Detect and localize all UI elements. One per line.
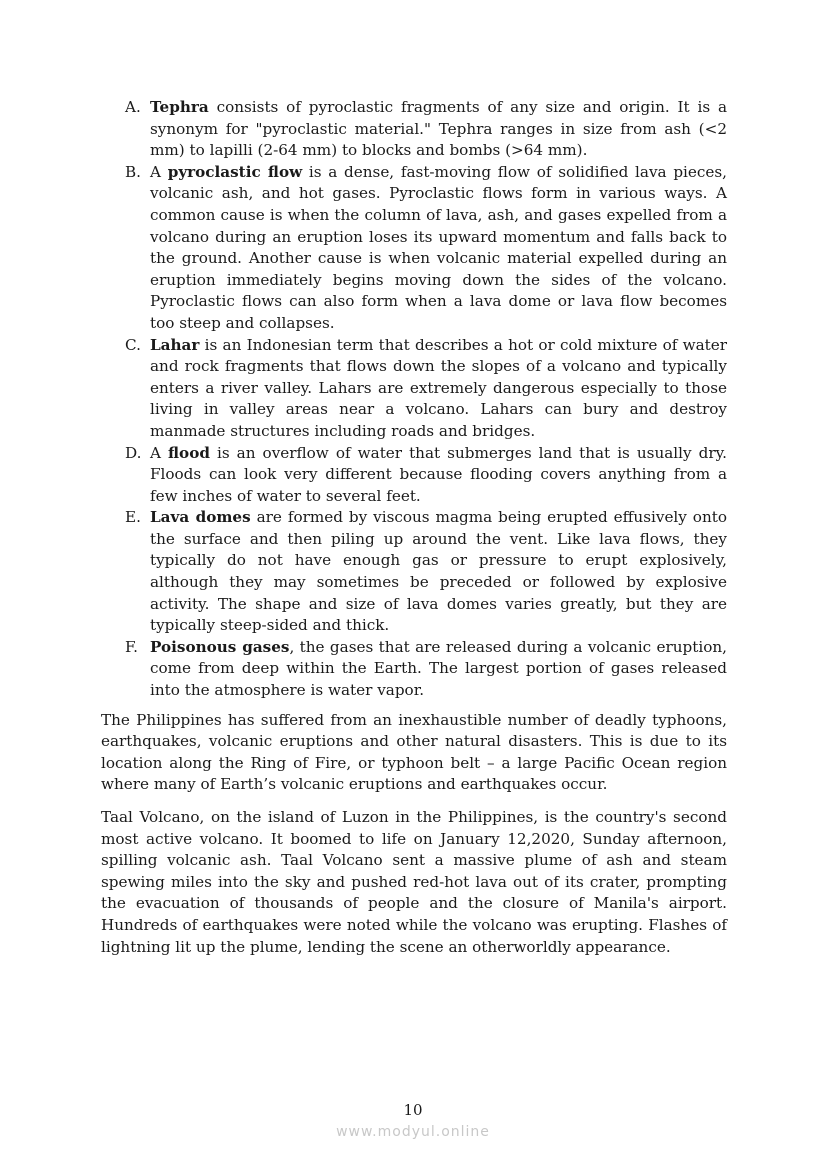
term-poisonous-gases: Poisonous gases [150,637,290,656]
term-flood: flood [168,443,210,462]
list-letter: B. [125,162,141,181]
paragraph-philippines-disasters: The Philippines has suffered from an inexhaustible number of deadly typhoons, earthquakes, volcanic eruptions and other natural disasters. This is due to its location along the Ring of Fire, or typhoon belt – a large Pacific Ocean region where many of Earth’s volcanic eruptions and earthquakes occur. [101,710,727,794]
list-letter: E. [125,508,141,527]
list-item: B. A pyroclastic flow is a dense, fast-moving flow of solidified lava pieces, volcanic ash, and hot gases. Pyroclastic flows form in various ways. A common cause is when the column of lava, ash, and gases expelled from a volcano during an eruption loses its upward momentum and falls back to the ground. Another cause is when volcanic material expelled during an eruption immediately begins moving down the sides of the volcano. Pyroclastic flows can also form when a lava dome or lava flow becomes too steep and collapses. [125,162,727,332]
term-lahar: Lahar [150,335,200,354]
term-definition: is an overflow of water that submerges land that is usually dry. Floods can look very different because flooding covers anything from a few inches of water to several feet. [150,443,728,505]
term-definition: consists of pyroclastic fragments of any size and origin. It is a synonym for "pyroclastic material." Tephra ranges in size from ash (<2 mm) to lapilli (2-64 mm) to blocks and bombs (>64 mm). [150,98,727,160]
page-number: 10 [403,1101,423,1119]
term-definition: are formed by viscous magma being erupted effusively onto the surface and then piling up around the vent. Like lava flows, they typically do not have enough gas or pressure to erupt explosively, although they may sometimes be preceded or followed by explosive activity. The shape and size of lava domes varies greatly, but they are typically steep-sided and thick. [150,508,727,635]
term-definition: is an Indonesian term that describes a hot or cold mixture of water and rock fragments that flows down the slopes of a volcano and typically enters a river valley. Lahars are extremely dangerous especially to those living in valley areas near a volcano. Lahars can bury and destroy manmade structures including roads and bridges. [150,335,727,440]
list-item [101,507,727,637]
paragraph-taal-volcano: Taal Volcano, on the island of Luzon in the Philippines, is the country's second most active volcano. It boomed to life on January 12,2020, Sunday afternoon, spilling volcanic ash. Taal Volcano sent a massive plume of ash and steam spewing miles into the sky and pushed red-hot lava out of its crater, prompting the evacuation of thousands of people and the closure of Manila's airport. Hundreds of earthquakes were noted while the volcano was erupting. Flashes of lightning lit up the plume, lending the scene an otherworldly appearance. [101,808,727,956]
list-item [101,335,727,443]
list-item: D. A flood is an overflow of water that submerges land that is usually dry. Floods can look very different because flooding covers anything from a few inches of water to several feet. [125,443,728,505]
list-letter: C. [125,335,141,354]
term-definition: , the gases that are released during a volcanic eruption, come from deep within the Earth. The largest portion of gases released into the atmosphere is water vapor. [150,637,727,700]
list-letter: A. [125,98,141,116]
list-item [101,97,727,162]
watermark: www.modyul.online [336,1124,490,1140]
term-tephra: Tephra [150,98,209,116]
term-lava-domes: Lava domes [150,508,251,527]
list-letter: F. [125,637,138,656]
term-list [101,97,727,702]
term-definition: is a dense, fast-moving flow of solidified lava pieces, volcanic ash, and hot gases. Pyroclastic flows form in various ways. A common cause is when the column of lava, ash, and gases expelled from a volcano during an eruption loses its upward momentum and falls back to the ground. Another cause is when volcanic material expelled during an eruption immediately begins moving down the sides of the volcano. Pyroclastic flows can also form when a lava dome or lava flow becomes too steep and collapses. [150,162,727,332]
document-body [101,97,727,958]
term-pyroclastic-flow: pyroclastic flow [167,162,303,181]
list-letter: D. [125,443,142,462]
list-item [101,637,727,702]
